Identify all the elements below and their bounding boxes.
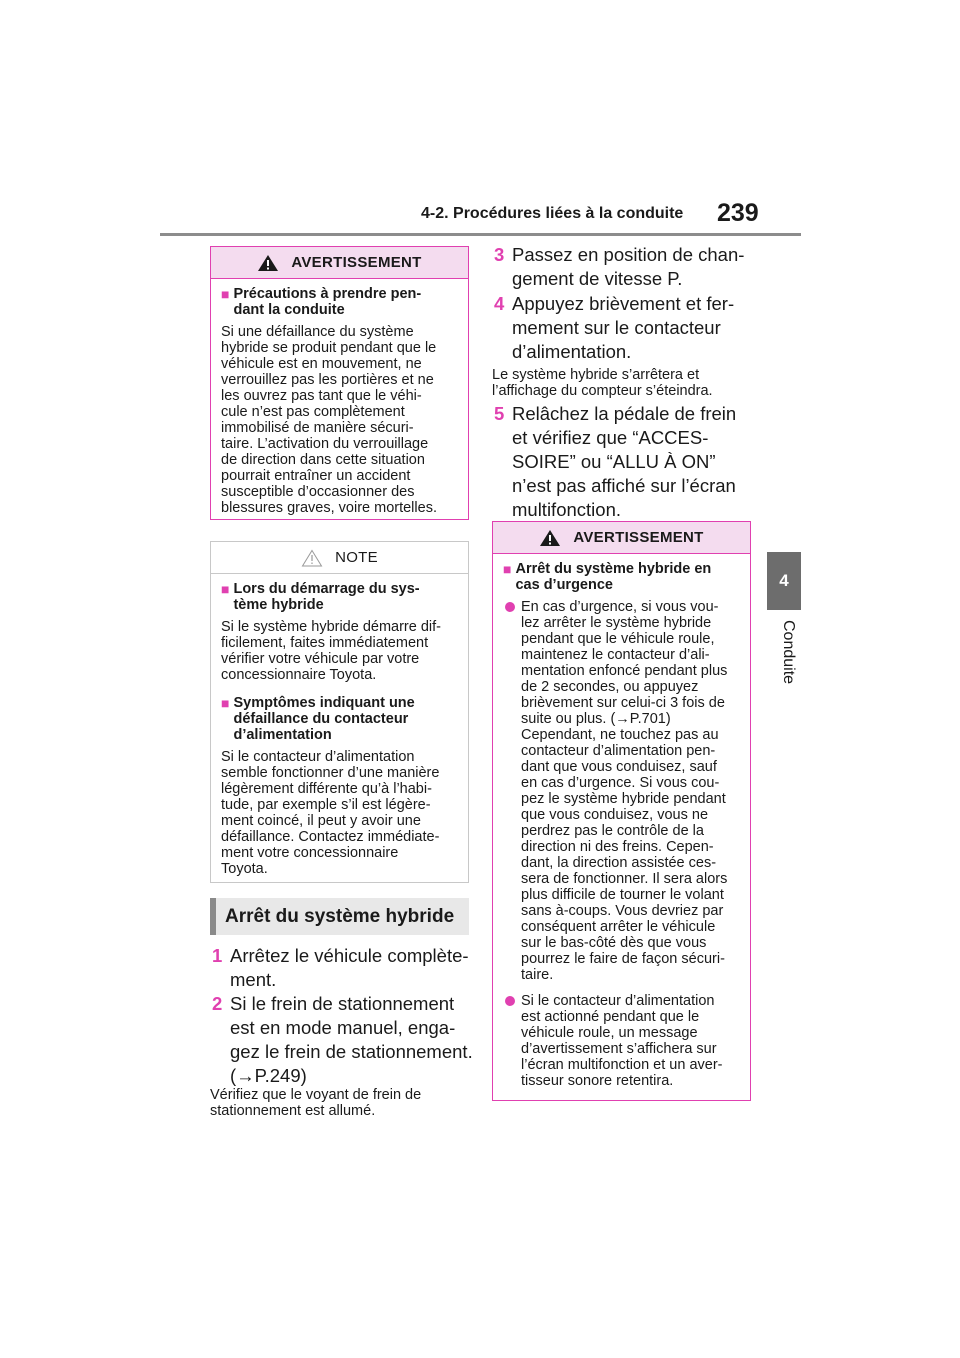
step-text [230,992,473,1088]
text-line: gez le frein de stationnement. [230,1041,473,1062]
text-line: Vérifiez que le voyant de frein de [210,1087,422,1103]
text-line: En cas d’urgence, si vous vou- [521,599,719,615]
step-number: 2 [212,993,223,1014]
text-line: de 2 secondes, ou appuyez [521,679,699,695]
text-line: de direction dans cette situation [221,452,425,468]
step-text [230,944,469,992]
text-line: pez le système hybride pendant [521,791,726,807]
text-line: défaillance. Contactez immédiate- [221,829,440,845]
text-line: tisseur sonore retentira. [521,1073,674,1089]
warning-title: AVERTISSEMENT [573,529,704,546]
text-line: véhicule est en mouvement, ne [221,356,422,372]
note-title: NOTE [335,549,378,566]
step-text [512,243,744,291]
text-line: l’écran multifonction et un aver- [521,1057,723,1073]
parking-brake-note [210,1087,421,1119]
text-line: véhicule roule, un message [521,1025,698,1041]
text-line: n’est pas affiché sur l’écran [512,475,736,496]
text-line: Arrêtez le véhicule complète- [230,945,469,966]
text-line: verrouillez pas les portières et ne [221,372,434,388]
text-line: ficilement, faites immédiatement [221,635,429,651]
text-line: ment votre concessionnaire [221,845,399,861]
text-line: sans à-coups. Vous devriez par [521,903,724,919]
square-bullet-icon: ■ [503,561,512,577]
text-line: multifonction. [512,499,621,520]
text-line: Si le contacteur d’alimentation [521,993,715,1009]
text-line: vérifier votre véhicule par votre [221,651,420,667]
square-bullet-icon: ■ [221,695,230,711]
square-bullet-icon: ■ [221,581,230,597]
text-line: pourrez le faire de façon sécuri- [521,951,725,967]
text-line: stationnement est allumé. [210,1103,376,1119]
round-bullet-icon [505,602,515,612]
text-line: Appuyez brièvement et fer- [512,293,735,314]
text-line: l’affichage du compteur s’éteindra. [492,383,713,399]
note-text-symptoms [221,749,458,877]
note-subtitle-symptoms [221,695,458,743]
step-2 [212,992,473,1088]
text-line: Si le contacteur d’alimentation [221,749,415,765]
text-line: d’avertissement s’affichera sur [521,1041,717,1057]
bullet-text [521,993,723,1089]
text-line: SOIRE” ou “ALLU À ON” [512,451,716,472]
step-text [512,402,736,522]
step-1 [212,944,469,992]
step-number: 5 [494,403,505,424]
text-line: mentation enfoncé pendant plus [521,663,728,679]
step-5 [494,402,736,522]
text-line: gement de vitesse P. [512,268,683,289]
note-subtitle-1b: tème hybride [233,597,324,613]
warning-subtitle-b: cas d’urgence [515,577,613,593]
text-line: les ouvrez pas tant que le véhi- [221,388,422,404]
header-rule [160,233,801,236]
step-3 [494,243,744,291]
bullet-item [503,599,740,983]
page-number: 239 [717,199,759,227]
warning-box-driving [210,246,469,520]
text-line: pourrait entraîner un accident [221,468,411,484]
step-number: 1 [212,945,223,966]
chapter-label: Conduite [780,620,797,685]
text-line: taire. L’activation du verrouillage [221,436,429,452]
text-line: légèrement différente qu’à l’habi- [221,781,432,797]
text-line: lez arrêter le système hybride [521,615,712,631]
text-line: hybride se produit pendant que le [221,340,437,356]
text-line: maintenez le contacteur d’ali- [521,647,710,663]
text-line: Relâchez la pédale de frein [512,403,737,424]
warning-subtitle-a: Arrêt du système hybride en [515,561,712,577]
text-line: ment coincé, il peut y avoir une [221,813,421,829]
text-line: blessures graves, voire mortelles. [221,500,437,516]
bullet-item [503,993,740,1089]
text-line: est actionné pendant que le [521,1009,700,1025]
system-off-note [492,367,713,399]
text-line: suite ou plus. (→P.701) [521,711,671,727]
text-line: contacteur d’alimentation pen- [521,743,716,759]
text-line: concessionnaire Toyota. [221,667,377,683]
text-line: que vous conduisez, vous ne [521,807,709,823]
text-line: dant, la direction assistée ces- [521,855,717,871]
warning-title: AVERTISSEMENT [291,254,422,271]
warning-subtitle [503,561,740,593]
warning-text [221,324,458,516]
text-line: semble fonctionner d’une manière [221,765,440,781]
text-line: pendant que le véhicule roule, [521,631,715,647]
text-line: ment. [230,969,277,990]
step-text [512,292,734,364]
step-4 [494,292,734,364]
text-line: (→P.249) [230,1065,307,1086]
note-subtitle-start [221,581,458,613]
text-line: dant que vous conduisez, sauf [521,759,717,775]
text-line: Le système hybride s’arrêtera et [492,367,700,383]
text-line: Passez en position de chan- [512,244,745,265]
warning-subtitle: ■ Précautions à prendre pen- dant la conduite [221,286,422,318]
text-line: Cependant, ne touchez pas au [521,727,719,743]
text-line: cule n’est pas complètement [221,404,405,420]
bullet-text [521,599,727,983]
round-bullet-icon [505,996,515,1006]
note-subtitle-2c: d’alimentation [233,727,332,743]
caution-triangle-icon [301,549,323,567]
warning-header [493,522,750,554]
section-title: Arrêt du système hybride [210,898,469,935]
warning-triangle-icon [257,254,279,272]
text-line: Toyota. [221,861,268,877]
text-line: d’alimentation. [512,341,632,362]
text-line: perdrez pas le contrôle de la [521,823,704,839]
text-line: direction ni des freins. Cepen- [521,839,714,855]
step-number: 3 [494,244,505,265]
text-line: plus difficile de tourner le volant [521,887,724,903]
text-line: conséquent arrêter le véhicule [521,919,716,935]
chapter-number: 4 [779,571,789,590]
text-line: taire. [521,967,554,983]
note-box [210,541,469,883]
note-header [211,542,468,574]
text-line: brièvement sur celui-ci 3 fois de [521,695,725,711]
text-line: et vérifiez que “ACCES- [512,427,709,448]
text-line: immobilisé de manière sécuri- [221,420,414,436]
note-text-start [221,619,458,683]
text-line: Si une défaillance du système [221,324,414,340]
text-line: tude, par exemple s’il est légère- [221,797,431,813]
note-subtitle-2b: défaillance du contacteur [233,711,409,727]
section-header: 4-2. Procédures liées à la conduite [421,205,684,222]
warning-triangle-icon [539,529,561,547]
note-subtitle-1a: Lors du démarrage du sys- [233,581,420,597]
text-line: Si le frein de stationnement [230,993,455,1014]
text-line: sera de fonctionner. Il sera alors [521,871,728,887]
text-line: mement sur le contacteur [512,317,721,338]
warning-box-emergency [492,521,751,1101]
step-number: 4 [494,293,505,314]
text-line: est en mode manuel, enga- [230,1017,456,1038]
text-line: sur le bas-côté dès que vous [521,935,707,951]
note-subtitle-2a: Symptômes indiquant une [233,695,415,711]
text-line: en cas d’urgence. Si vous cou- [521,775,720,791]
square-bullet-icon: ■ [221,286,230,302]
text-line: susceptible d’occasionner des [221,484,415,500]
warning-header [211,247,468,279]
text-line: Si le système hybride démarre dif- [221,619,441,635]
chapter-tab [767,552,801,610]
